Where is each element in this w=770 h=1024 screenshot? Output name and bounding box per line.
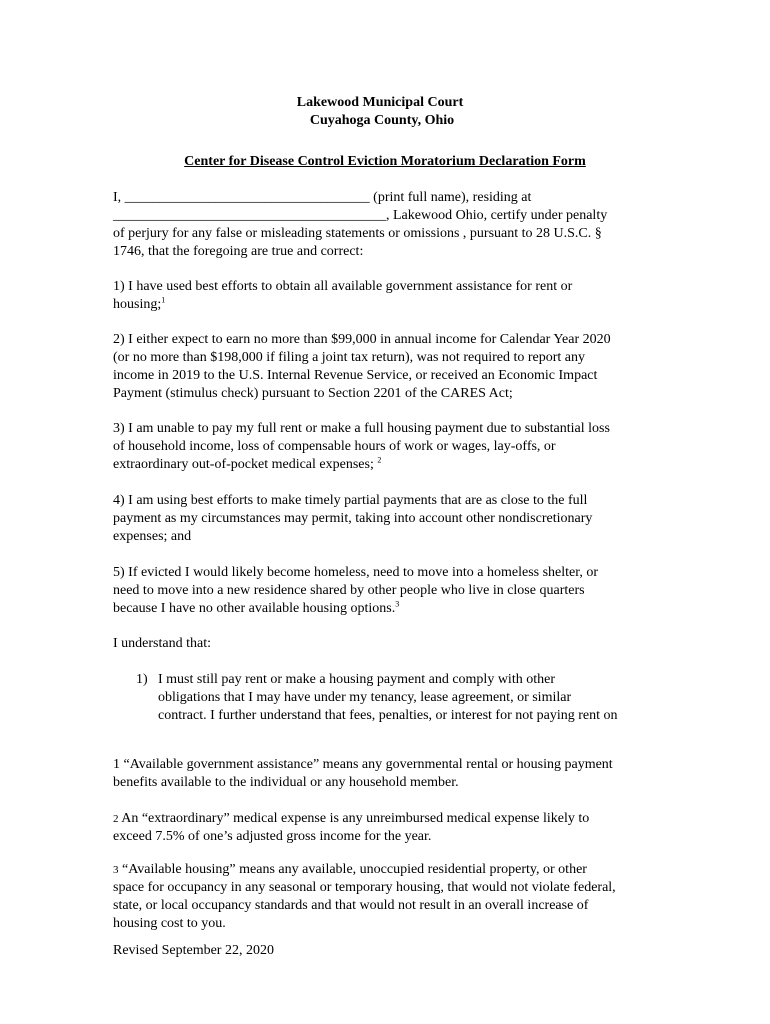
declaration-item-3 <box>113 420 658 474</box>
footnote-line: housing cost to you. <box>113 916 226 931</box>
declaration-item-4 <box>113 492 658 546</box>
revised-date <box>113 942 658 960</box>
footnote-text: An “extraordinary” medical expense is any unreimbursed medical expense likely to <box>118 811 590 826</box>
understand-label <box>113 635 658 653</box>
footnote-line: exceed 7.5% of one’s adjusted gross income for the year. <box>113 829 432 844</box>
item-line: 1) I have used best efforts to obtain all available government assistance for rent or <box>113 279 573 294</box>
item-text: housing; <box>113 297 162 312</box>
intro-line: I, ___________________________________ (print full name), residing at <box>113 190 532 205</box>
item-line: 3) I am unable to pay my full rent or make a full housing payment due to substantial loss <box>113 421 610 436</box>
intro-line: _______________________________________, Lakewood Ohio, certify under penalty <box>113 208 608 223</box>
item-line <box>113 456 658 474</box>
footnote-ref: 3 <box>395 599 400 609</box>
item-line: 5) If evicted I would likely become homeless, need to move into a homeless shelter, or <box>113 565 599 580</box>
footnote-3 <box>113 861 663 933</box>
item-line: (or no more than $198,000 if filing a joint tax return), was not required to report any <box>113 350 585 365</box>
footnote-1 <box>113 756 663 792</box>
footnote-line: benefits available to the individual or any household member. <box>113 775 459 790</box>
intro-line: of perjury for any false or misleading statements or omissions , pursuant to 28 U.S.C. § <box>113 226 602 241</box>
item-line: need to move into a new residence shared by other people who live in close quarters <box>113 583 585 598</box>
footnote-line: state, or local occupancy standards and that would not result in an overall increase of <box>113 898 589 913</box>
item-line: 4) I am using best efforts to make timely partial payments that are as close to the full <box>113 493 588 508</box>
footnote-ref: 1 <box>161 295 166 305</box>
footnote-text: “Available housing” means any available, unoccupied residential property, or other <box>118 862 587 877</box>
item-text: because I have no other available housing options. <box>113 601 396 616</box>
list-line: contract. I further understand that fees, penalties, or interest for not paying rent on <box>158 708 618 723</box>
declaration-item-5 <box>113 564 658 618</box>
declaration-item-1 <box>113 278 658 314</box>
court-county: Cuyahoga County, Ohio <box>309 113 455 128</box>
item-line: of household income, loss of compensable hours of work or wages, lay-offs, or <box>113 439 556 454</box>
footnote-text: “Available government assistance” means any governmental rental or housing payment <box>120 757 613 772</box>
understand-text: I understand that: <box>113 636 211 651</box>
revised-text: Revised September 22, 2020 <box>113 943 274 958</box>
item-line: 2) I either expect to earn no more than $99,000 in annual income for Calendar Year 2020 <box>113 332 611 347</box>
footnote-line <box>113 810 663 828</box>
item-line <box>113 296 658 314</box>
list-line: obligations that I may have under my tenancy, lease agreement, or similar <box>158 690 572 705</box>
item-line <box>113 600 658 618</box>
item-line: Payment (stimulus check) pursuant to Section 2201 of the CARES Act; <box>113 386 513 401</box>
intro-paragraph <box>113 189 658 261</box>
item-line: payment as my circumstances may permit, taking into account other nondiscretionary <box>113 511 593 526</box>
footnote-ref: 2 <box>377 455 382 465</box>
list-line: I must still pay rent or make a housing payment and comply with other <box>158 672 555 687</box>
declaration-item-2 <box>113 331 658 403</box>
footnote-line <box>113 861 663 879</box>
court-name: Lakewood Municipal Court <box>296 95 464 110</box>
footnote-mark: 2 <box>113 813 119 825</box>
form-title: Center for Disease Control Eviction Moratorium Declaration Form <box>184 154 586 169</box>
list-text <box>158 671 661 725</box>
intro-line: 1746, that the foregoing are true and correct: <box>113 244 364 259</box>
footnote-mark: 1 <box>113 757 120 772</box>
item-text: extraordinary out-of-pocket medical expenses; <box>113 457 378 472</box>
footnote-mark: 3 <box>113 864 119 876</box>
list-number: 1) <box>136 672 148 687</box>
footnote-2 <box>113 810 663 846</box>
footnote-line: space for occupancy in any seasonal or temporary housing, that would not violate federal, <box>113 880 616 895</box>
footnote-line <box>113 756 663 774</box>
item-line: expenses; and <box>113 529 192 544</box>
item-line: income in 2019 to the U.S. Internal Revenue Service, or received an Economic Impact <box>113 368 598 383</box>
